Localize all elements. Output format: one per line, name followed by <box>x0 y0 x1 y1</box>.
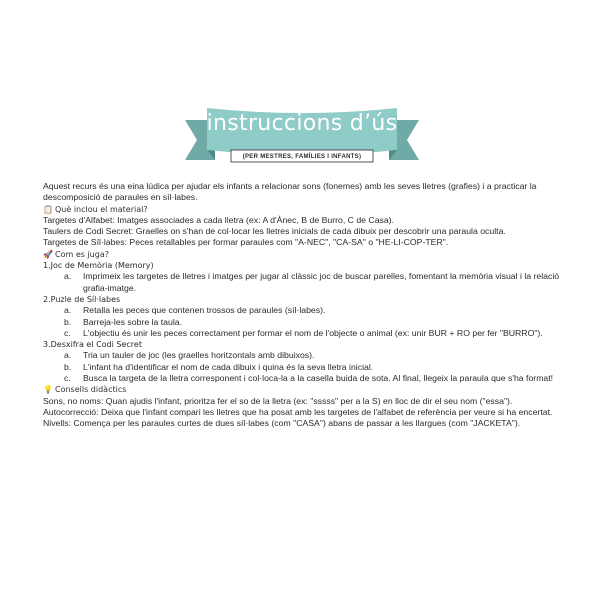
step-item: a. Retalla les peces que contenen trossos de paraules (síl·labes). <box>64 305 326 316</box>
game-steps <box>43 350 563 384</box>
game-steps <box>43 305 563 339</box>
instructions-body <box>43 181 563 430</box>
intro-text: Aquest recurs és una eina lúdica per ajudar els infants a relacionar sons (fonemes) amb les seves lletres (grafies) i a practicar la descomposició de paraules en síl·labes. <box>43 181 537 203</box>
game-title: 2.Puzle de Síl·labes <box>43 294 121 304</box>
step-item: c. Busca la targeta de la lletra corresponent i col·loca-la a la casella buida de sota. Al final, llegeix la paraula que s'ha format! <box>64 373 554 384</box>
tip-item: Nivells: Comença per les paraules curtes de dues síl·labes (com "CASA") abans de passar a les llargues (com "JACKETA"). <box>43 418 521 429</box>
tips-heading: 💡 Consells didàctics <box>43 385 127 395</box>
game-title: 1.Joc de Memòria (Memory) <box>43 261 154 271</box>
rocket-icon: 🚀 <box>43 249 53 259</box>
step-item: c. L'objectiu és unir les peces correctament per formar el nom de l'objecte o animal (ex: unir BUR + RO per fer "BURRO"). <box>64 327 543 338</box>
step-item: a. Imprimeix les targetes de lletres i imatges per jugar al clàssic joc de buscar parelles, fomentant la memòria visual i la relació grafia-imatge. <box>64 271 560 293</box>
material-item: Targetes d'Alfabet: Imatges associades a cada lletra (ex: A d'Ànec, B de Burro, C de Casa). <box>43 214 395 225</box>
material-item: Taulers de Codi Secret: Graelles on s'han de col·locar les lletres inicials de cada dibuix per descobrir una paraula oculta. <box>43 226 506 237</box>
material-heading: 📋 Què inclou el material? <box>43 204 148 214</box>
clipboard-icon: 📋 <box>43 204 53 214</box>
lightbulb-icon: 💡 <box>43 385 53 395</box>
step-item: a. Tria un tauler de joc (les graelles horitzontals amb dibuixos). <box>64 350 315 361</box>
play-heading: 🚀 Com es juga? <box>43 249 109 259</box>
step-item: b. L'infant ha d'identificar el nom de cada dibuix i quina és la seva lletra inicial. <box>64 361 374 372</box>
banner-subtitle: (PER MESTRES, FAMÍLIES I INFANTS) <box>242 154 362 160</box>
banner-title: instruccions d’ús <box>206 111 398 136</box>
game-steps <box>43 271 563 294</box>
title-banner <box>185 106 419 168</box>
game-title: 3.Desxifra el Codi Secret <box>43 340 142 350</box>
tip-item: Autocorrecció: Deixa que l'infant compari les lletres que ha posat amb les targetes de l'alfabet de referència per veure si ha encertat. <box>43 406 553 417</box>
material-item: Targetes de Síl·labes: Peces retallables per formar paraules com "A-NEC", "CA-SA" o "HE-LI-COP-TER". <box>43 237 449 248</box>
tip-item: Sons, no noms: Quan ajudis l'infant, prioritza fer el so de la lletra (ex: "sssss" per a la S) en lloc de dir el seu nom ("essa"). <box>43 395 513 406</box>
step-item: b. Barreja-les sobre la taula. <box>64 316 182 327</box>
